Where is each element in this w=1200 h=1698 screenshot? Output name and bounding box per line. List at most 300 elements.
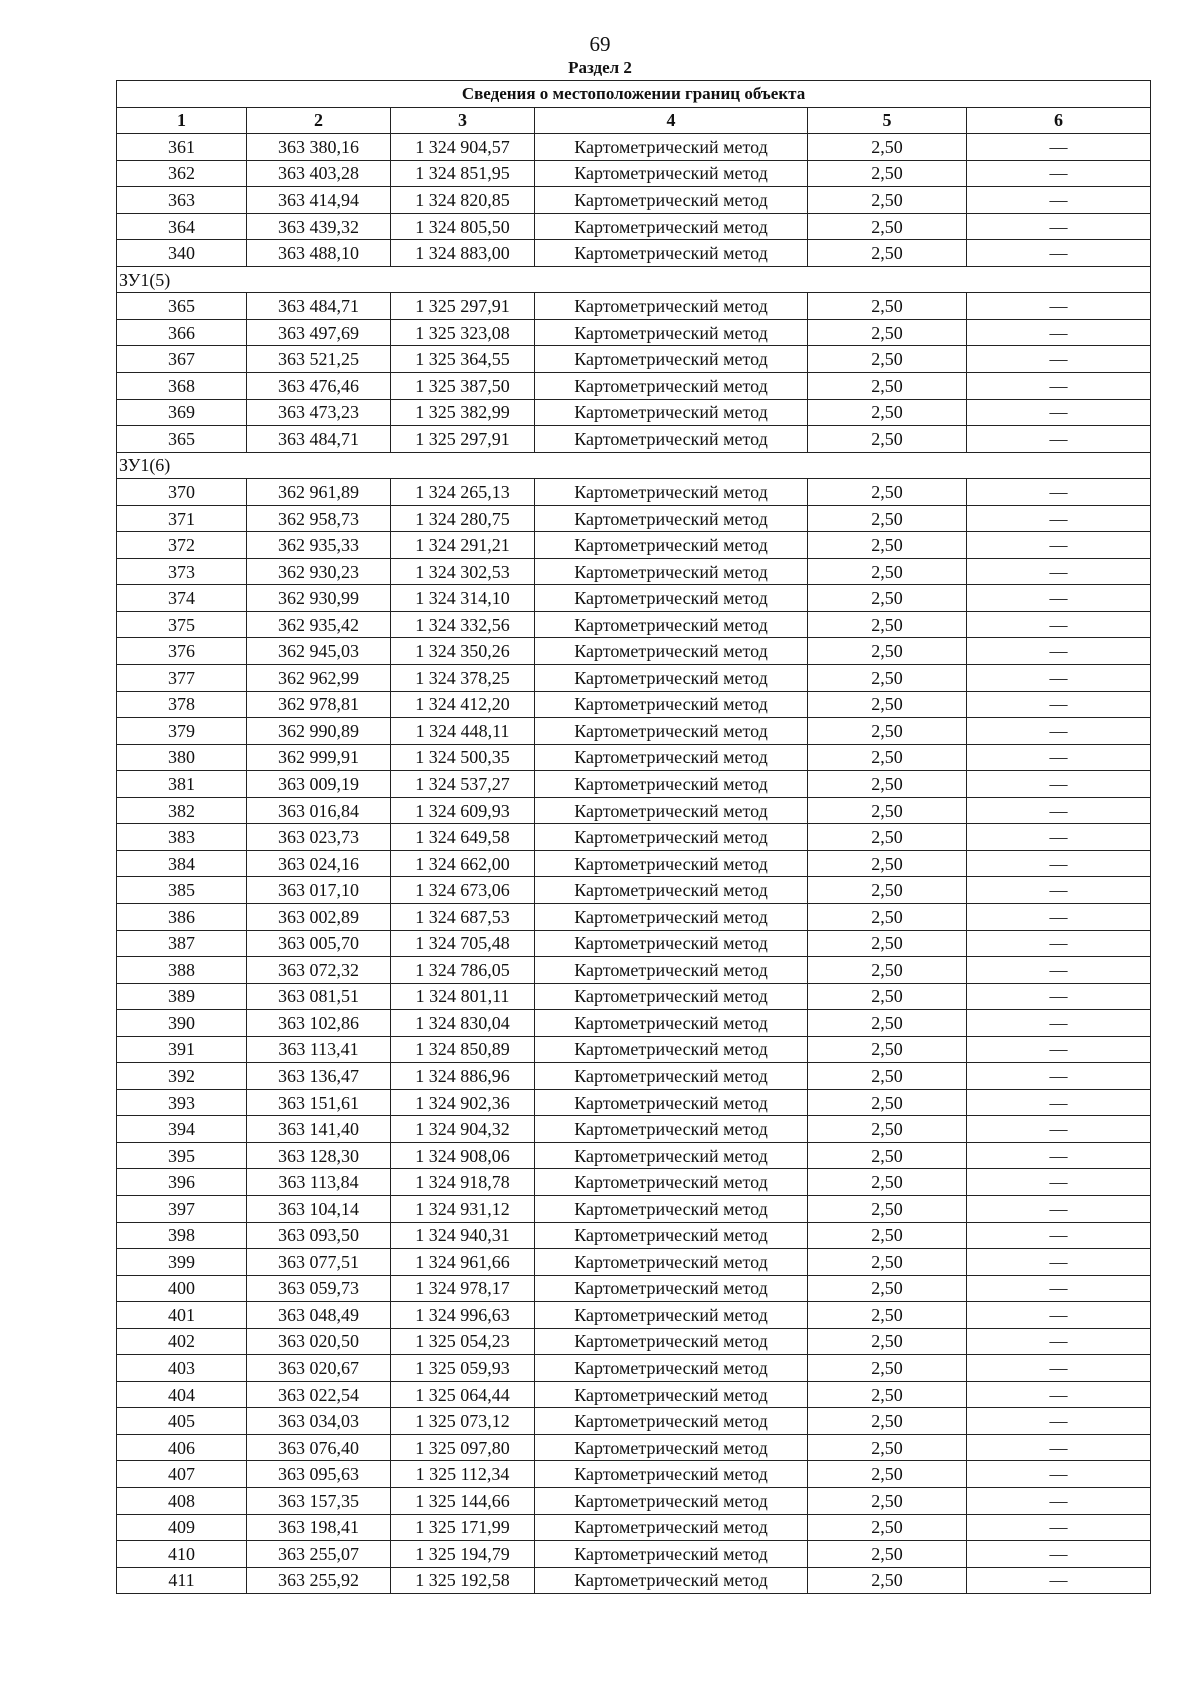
- y-coordinate-cell: 1 325 144,66: [391, 1487, 535, 1514]
- x-coordinate-cell: 363 497,69: [247, 319, 391, 346]
- table-row: [117, 1010, 1151, 1037]
- description-cell: —: [967, 691, 1151, 718]
- parcel-group-label: ЗУ1(5): [117, 266, 1151, 293]
- table-row: [117, 1302, 1151, 1329]
- accuracy-cell: 2,50: [808, 426, 967, 453]
- x-coordinate-cell: 363 081,51: [247, 983, 391, 1010]
- description-cell: —: [967, 1541, 1151, 1568]
- x-coordinate-cell: 363 198,41: [247, 1514, 391, 1541]
- table-row: [117, 877, 1151, 904]
- description-cell: —: [967, 399, 1151, 426]
- x-coordinate-cell: 363 128,30: [247, 1142, 391, 1169]
- accuracy-cell: 2,50: [808, 665, 967, 692]
- y-coordinate-cell: 1 325 194,79: [391, 1541, 535, 1568]
- x-coordinate-cell: 363 113,41: [247, 1036, 391, 1063]
- description-cell: —: [967, 585, 1151, 612]
- accuracy-cell: 2,50: [808, 1541, 967, 1568]
- table-row: [117, 983, 1151, 1010]
- point-number-cell: 379: [117, 718, 247, 745]
- method-cell: Картометрический метод: [535, 665, 808, 692]
- accuracy-cell: 2,50: [808, 797, 967, 824]
- table-row: [117, 691, 1151, 718]
- point-number-cell: 371: [117, 505, 247, 532]
- table-row: [117, 1222, 1151, 1249]
- y-coordinate-cell: 1 325 064,44: [391, 1381, 535, 1408]
- table-row: [117, 585, 1151, 612]
- description-cell: —: [967, 505, 1151, 532]
- accuracy-cell: 2,50: [808, 134, 967, 161]
- point-number-cell: 395: [117, 1142, 247, 1169]
- table-row: [117, 532, 1151, 559]
- table-row: [117, 426, 1151, 453]
- point-number-cell: 376: [117, 638, 247, 665]
- accuracy-cell: 2,50: [808, 1567, 967, 1594]
- method-cell: Картометрический метод: [535, 1567, 808, 1594]
- x-coordinate-cell: 363 488,10: [247, 240, 391, 267]
- method-cell: Картометрический метод: [535, 824, 808, 851]
- y-coordinate-cell: 1 324 378,25: [391, 665, 535, 692]
- y-coordinate-cell: 1 325 387,50: [391, 373, 535, 400]
- method-cell: Картометрический метод: [535, 1036, 808, 1063]
- column-number: 6: [967, 107, 1151, 134]
- x-coordinate-cell: 363 104,14: [247, 1195, 391, 1222]
- table-row: [117, 1169, 1151, 1196]
- table-row: [117, 293, 1151, 320]
- method-cell: Картометрический метод: [535, 797, 808, 824]
- accuracy-cell: 2,50: [808, 585, 967, 612]
- x-coordinate-cell: 363 380,16: [247, 134, 391, 161]
- x-coordinate-cell: 363 022,54: [247, 1381, 391, 1408]
- x-coordinate-cell: 363 157,35: [247, 1487, 391, 1514]
- method-cell: Картометрический метод: [535, 850, 808, 877]
- description-cell: —: [967, 532, 1151, 559]
- method-cell: Картометрический метод: [535, 319, 808, 346]
- accuracy-cell: 2,50: [808, 1461, 967, 1488]
- method-cell: Картометрический метод: [535, 983, 808, 1010]
- accuracy-cell: 2,50: [808, 824, 967, 851]
- y-coordinate-cell: 1 325 171,99: [391, 1514, 535, 1541]
- y-coordinate-cell: 1 324 908,06: [391, 1142, 535, 1169]
- y-coordinate-cell: 1 324 609,93: [391, 797, 535, 824]
- description-cell: —: [967, 797, 1151, 824]
- method-cell: Картометрический метод: [535, 1328, 808, 1355]
- y-coordinate-cell: 1 325 192,58: [391, 1567, 535, 1594]
- y-coordinate-cell: 1 325 297,91: [391, 426, 535, 453]
- table-row: [117, 213, 1151, 240]
- y-coordinate-cell: 1 325 059,93: [391, 1355, 535, 1382]
- method-cell: Картометрический метод: [535, 1063, 808, 1090]
- point-number-cell: 372: [117, 532, 247, 559]
- accuracy-cell: 2,50: [808, 532, 967, 559]
- x-coordinate-cell: 363 102,86: [247, 1010, 391, 1037]
- x-coordinate-cell: 363 484,71: [247, 293, 391, 320]
- y-coordinate-cell: 1 324 940,31: [391, 1222, 535, 1249]
- method-cell: Картометрический метод: [535, 1355, 808, 1382]
- method-cell: Картометрический метод: [535, 1249, 808, 1276]
- y-coordinate-cell: 1 325 323,08: [391, 319, 535, 346]
- table-row: [117, 240, 1151, 267]
- table-row: [117, 1408, 1151, 1435]
- method-cell: Картометрический метод: [535, 691, 808, 718]
- x-coordinate-cell: 363 023,73: [247, 824, 391, 851]
- description-cell: —: [967, 771, 1151, 798]
- accuracy-cell: 2,50: [808, 1222, 967, 1249]
- x-coordinate-cell: 363 414,94: [247, 187, 391, 214]
- x-coordinate-cell: 363 072,32: [247, 957, 391, 984]
- group-header-row: [117, 266, 1151, 293]
- y-coordinate-cell: 1 324 961,66: [391, 1249, 535, 1276]
- description-cell: —: [967, 744, 1151, 771]
- accuracy-cell: 2,50: [808, 877, 967, 904]
- x-coordinate-cell: 363 255,92: [247, 1567, 391, 1594]
- accuracy-cell: 2,50: [808, 1355, 967, 1382]
- x-coordinate-cell: 363 403,28: [247, 160, 391, 187]
- description-cell: —: [967, 160, 1151, 187]
- y-coordinate-cell: 1 325 073,12: [391, 1408, 535, 1435]
- point-number-cell: 370: [117, 479, 247, 506]
- y-coordinate-cell: 1 324 649,58: [391, 824, 535, 851]
- section-title: Раздел 2: [568, 58, 632, 77]
- accuracy-cell: 2,50: [808, 1514, 967, 1541]
- boundary-coordinates-table: [116, 80, 1151, 1594]
- point-number-cell: 407: [117, 1461, 247, 1488]
- method-cell: Картометрический метод: [535, 771, 808, 798]
- table-row: [117, 1567, 1151, 1594]
- description-cell: —: [967, 1249, 1151, 1276]
- description-cell: —: [967, 1116, 1151, 1143]
- point-number-cell: 368: [117, 373, 247, 400]
- point-number-cell: 392: [117, 1063, 247, 1090]
- point-number-cell: 410: [117, 1541, 247, 1568]
- point-number-cell: 394: [117, 1116, 247, 1143]
- table-row: [117, 1541, 1151, 1568]
- point-number-cell: 375: [117, 611, 247, 638]
- table-row: [117, 1381, 1151, 1408]
- x-coordinate-cell: 363 048,49: [247, 1302, 391, 1329]
- method-cell: Картометрический метод: [535, 1010, 808, 1037]
- point-number-cell: 384: [117, 850, 247, 877]
- x-coordinate-cell: 363 255,07: [247, 1541, 391, 1568]
- accuracy-cell: 2,50: [808, 346, 967, 373]
- y-coordinate-cell: 1 324 805,50: [391, 213, 535, 240]
- y-coordinate-cell: 1 324 291,21: [391, 532, 535, 559]
- point-number-cell: 406: [117, 1434, 247, 1461]
- column-number: 1: [117, 107, 247, 134]
- y-coordinate-cell: 1 324 830,04: [391, 1010, 535, 1037]
- y-coordinate-cell: 1 324 918,78: [391, 1169, 535, 1196]
- table-row: [117, 1487, 1151, 1514]
- accuracy-cell: 2,50: [808, 187, 967, 214]
- method-cell: Картометрический метод: [535, 373, 808, 400]
- point-number-cell: 374: [117, 585, 247, 612]
- method-cell: Картометрический метод: [535, 1142, 808, 1169]
- x-coordinate-cell: 363 034,03: [247, 1408, 391, 1435]
- point-number-cell: 367: [117, 346, 247, 373]
- description-cell: —: [967, 1434, 1151, 1461]
- description-cell: —: [967, 850, 1151, 877]
- y-coordinate-cell: 1 324 265,13: [391, 479, 535, 506]
- method-cell: Картометрический метод: [535, 930, 808, 957]
- y-coordinate-cell: 1 325 364,55: [391, 346, 535, 373]
- y-coordinate-cell: 1 324 904,32: [391, 1116, 535, 1143]
- table-row: [117, 1461, 1151, 1488]
- description-cell: —: [967, 319, 1151, 346]
- point-number-cell: 361: [117, 134, 247, 161]
- point-number-cell: 400: [117, 1275, 247, 1302]
- method-cell: Картометрический метод: [535, 426, 808, 453]
- point-number-cell: 398: [117, 1222, 247, 1249]
- method-cell: Картометрический метод: [535, 718, 808, 745]
- description-cell: —: [967, 877, 1151, 904]
- point-number-cell: 399: [117, 1249, 247, 1276]
- description-cell: —: [967, 718, 1151, 745]
- accuracy-cell: 2,50: [808, 505, 967, 532]
- y-coordinate-cell: 1 324 314,10: [391, 585, 535, 612]
- table-row: [117, 930, 1151, 957]
- point-number-cell: 390: [117, 1010, 247, 1037]
- point-number-cell: 408: [117, 1487, 247, 1514]
- point-number-cell: 403: [117, 1355, 247, 1382]
- table-row: [117, 824, 1151, 851]
- table-row: [117, 1089, 1151, 1116]
- y-coordinate-cell: 1 325 054,23: [391, 1328, 535, 1355]
- y-coordinate-cell: 1 324 662,00: [391, 850, 535, 877]
- column-number: 4: [535, 107, 808, 134]
- x-coordinate-cell: 362 935,33: [247, 532, 391, 559]
- table-row: [117, 1275, 1151, 1302]
- x-coordinate-cell: 362 958,73: [247, 505, 391, 532]
- table-row: [117, 638, 1151, 665]
- accuracy-cell: 2,50: [808, 1302, 967, 1329]
- method-cell: Картометрический метод: [535, 585, 808, 612]
- x-coordinate-cell: 363 521,25: [247, 346, 391, 373]
- x-coordinate-cell: 363 076,40: [247, 1434, 391, 1461]
- table-row: [117, 665, 1151, 692]
- x-coordinate-cell: 363 009,19: [247, 771, 391, 798]
- table-caption-row: [117, 81, 1151, 108]
- x-coordinate-cell: 363 024,16: [247, 850, 391, 877]
- accuracy-cell: 2,50: [808, 1275, 967, 1302]
- method-cell: Картометрический метод: [535, 558, 808, 585]
- accuracy-cell: 2,50: [808, 1328, 967, 1355]
- y-coordinate-cell: 1 324 902,36: [391, 1089, 535, 1116]
- table-row: [117, 479, 1151, 506]
- method-cell: Картометрический метод: [535, 1381, 808, 1408]
- x-coordinate-cell: 363 059,73: [247, 1275, 391, 1302]
- description-cell: —: [967, 1195, 1151, 1222]
- point-number-cell: 378: [117, 691, 247, 718]
- x-coordinate-cell: 362 930,23: [247, 558, 391, 585]
- description-cell: —: [967, 426, 1151, 453]
- x-coordinate-cell: 363 005,70: [247, 930, 391, 957]
- y-coordinate-cell: 1 324 500,35: [391, 744, 535, 771]
- table-row: [117, 505, 1151, 532]
- point-number-cell: 393: [117, 1089, 247, 1116]
- description-cell: —: [967, 638, 1151, 665]
- group-header-row: [117, 452, 1151, 479]
- table-row: [117, 373, 1151, 400]
- column-number: 3: [391, 107, 535, 134]
- description-cell: —: [967, 1381, 1151, 1408]
- description-cell: —: [967, 213, 1151, 240]
- point-number-cell: 405: [117, 1408, 247, 1435]
- table-row: [117, 771, 1151, 798]
- method-cell: Картометрический метод: [535, 1461, 808, 1488]
- method-cell: Картометрический метод: [535, 240, 808, 267]
- accuracy-cell: 2,50: [808, 1169, 967, 1196]
- x-coordinate-cell: 362 990,89: [247, 718, 391, 745]
- table-row: [117, 399, 1151, 426]
- x-coordinate-cell: 363 077,51: [247, 1249, 391, 1276]
- accuracy-cell: 2,50: [808, 373, 967, 400]
- point-number-cell: 362: [117, 160, 247, 187]
- x-coordinate-cell: 363 136,47: [247, 1063, 391, 1090]
- method-cell: Картометрический метод: [535, 1169, 808, 1196]
- y-coordinate-cell: 1 324 412,20: [391, 691, 535, 718]
- x-coordinate-cell: 362 978,81: [247, 691, 391, 718]
- point-number-cell: 373: [117, 558, 247, 585]
- table-row: [117, 797, 1151, 824]
- y-coordinate-cell: 1 324 978,17: [391, 1275, 535, 1302]
- method-cell: Картометрический метод: [535, 1408, 808, 1435]
- parcel-group-label: ЗУ1(6): [117, 452, 1151, 479]
- description-cell: —: [967, 983, 1151, 1010]
- table-row: [117, 957, 1151, 984]
- x-coordinate-cell: 363 093,50: [247, 1222, 391, 1249]
- description-cell: —: [967, 1408, 1151, 1435]
- y-coordinate-cell: 1 324 931,12: [391, 1195, 535, 1222]
- point-number-cell: 385: [117, 877, 247, 904]
- x-coordinate-cell: 362 945,03: [247, 638, 391, 665]
- description-cell: —: [967, 1302, 1151, 1329]
- method-cell: Картометрический метод: [535, 1195, 808, 1222]
- method-cell: Картометрический метод: [535, 1514, 808, 1541]
- description-cell: —: [967, 665, 1151, 692]
- point-number-cell: 409: [117, 1514, 247, 1541]
- accuracy-cell: 2,50: [808, 930, 967, 957]
- point-number-cell: 389: [117, 983, 247, 1010]
- table-row: [117, 558, 1151, 585]
- method-cell: Картометрический метод: [535, 1302, 808, 1329]
- table-row: [117, 850, 1151, 877]
- description-cell: —: [967, 824, 1151, 851]
- description-cell: —: [967, 1169, 1151, 1196]
- method-cell: Картометрический метод: [535, 957, 808, 984]
- accuracy-cell: 2,50: [808, 957, 967, 984]
- x-coordinate-cell: 363 473,23: [247, 399, 391, 426]
- table-row: [117, 134, 1151, 161]
- accuracy-cell: 2,50: [808, 903, 967, 930]
- method-cell: Картометрический метод: [535, 134, 808, 161]
- accuracy-cell: 2,50: [808, 399, 967, 426]
- table-row: [117, 1063, 1151, 1090]
- point-number-cell: 369: [117, 399, 247, 426]
- column-number: 2: [247, 107, 391, 134]
- x-coordinate-cell: 363 141,40: [247, 1116, 391, 1143]
- point-number-cell: 411: [117, 1567, 247, 1594]
- description-cell: —: [967, 1567, 1151, 1594]
- column-number: 5: [808, 107, 967, 134]
- x-coordinate-cell: 362 962,99: [247, 665, 391, 692]
- y-coordinate-cell: 1 325 297,91: [391, 293, 535, 320]
- y-coordinate-cell: 1 324 850,89: [391, 1036, 535, 1063]
- method-cell: Картометрический метод: [535, 213, 808, 240]
- table-body: [117, 134, 1151, 1594]
- description-cell: —: [967, 187, 1151, 214]
- accuracy-cell: 2,50: [808, 1036, 967, 1063]
- method-cell: Картометрический метод: [535, 293, 808, 320]
- y-coordinate-cell: 1 324 886,96: [391, 1063, 535, 1090]
- x-coordinate-cell: 363 484,71: [247, 426, 391, 453]
- accuracy-cell: 2,50: [808, 1116, 967, 1143]
- method-cell: Картометрический метод: [535, 532, 808, 559]
- description-cell: —: [967, 1142, 1151, 1169]
- table-row: [117, 718, 1151, 745]
- description-cell: —: [967, 373, 1151, 400]
- point-number-cell: 383: [117, 824, 247, 851]
- table-row: [117, 1249, 1151, 1276]
- point-number-cell: 391: [117, 1036, 247, 1063]
- method-cell: Картометрический метод: [535, 160, 808, 187]
- point-number-cell: 364: [117, 213, 247, 240]
- point-number-cell: 404: [117, 1381, 247, 1408]
- table-row: [117, 903, 1151, 930]
- description-cell: —: [967, 903, 1151, 930]
- x-coordinate-cell: 363 113,84: [247, 1169, 391, 1196]
- point-number-cell: 387: [117, 930, 247, 957]
- method-cell: Картометрический метод: [535, 1222, 808, 1249]
- accuracy-cell: 2,50: [808, 1487, 967, 1514]
- description-cell: —: [967, 479, 1151, 506]
- table-row: [117, 1142, 1151, 1169]
- table-row: [117, 1195, 1151, 1222]
- accuracy-cell: 2,50: [808, 771, 967, 798]
- y-coordinate-cell: 1 325 382,99: [391, 399, 535, 426]
- method-cell: Картометрический метод: [535, 399, 808, 426]
- accuracy-cell: 2,50: [808, 160, 967, 187]
- table-row: [117, 611, 1151, 638]
- description-cell: —: [967, 1010, 1151, 1037]
- x-coordinate-cell: 363 151,61: [247, 1089, 391, 1116]
- description-cell: —: [967, 1487, 1151, 1514]
- accuracy-cell: 2,50: [808, 293, 967, 320]
- description-cell: —: [967, 1461, 1151, 1488]
- method-cell: Картометрический метод: [535, 1434, 808, 1461]
- description-cell: —: [967, 1063, 1151, 1090]
- point-number-cell: 402: [117, 1328, 247, 1355]
- method-cell: Картометрический метод: [535, 505, 808, 532]
- point-number-cell: 365: [117, 426, 247, 453]
- table-row: [117, 1328, 1151, 1355]
- description-cell: —: [967, 1328, 1151, 1355]
- description-cell: —: [967, 1222, 1151, 1249]
- description-cell: —: [967, 957, 1151, 984]
- method-cell: Картометрический метод: [535, 611, 808, 638]
- y-coordinate-cell: 1 325 097,80: [391, 1434, 535, 1461]
- y-coordinate-cell: 1 324 996,63: [391, 1302, 535, 1329]
- method-cell: Картометрический метод: [535, 1275, 808, 1302]
- point-number-cell: 365: [117, 293, 247, 320]
- description-cell: —: [967, 930, 1151, 957]
- accuracy-cell: 2,50: [808, 1010, 967, 1037]
- y-coordinate-cell: 1 324 904,57: [391, 134, 535, 161]
- point-number-cell: 340: [117, 240, 247, 267]
- description-cell: —: [967, 346, 1151, 373]
- x-coordinate-cell: 363 439,32: [247, 213, 391, 240]
- y-coordinate-cell: 1 324 687,53: [391, 903, 535, 930]
- x-coordinate-cell: 363 017,10: [247, 877, 391, 904]
- accuracy-cell: 2,50: [808, 1249, 967, 1276]
